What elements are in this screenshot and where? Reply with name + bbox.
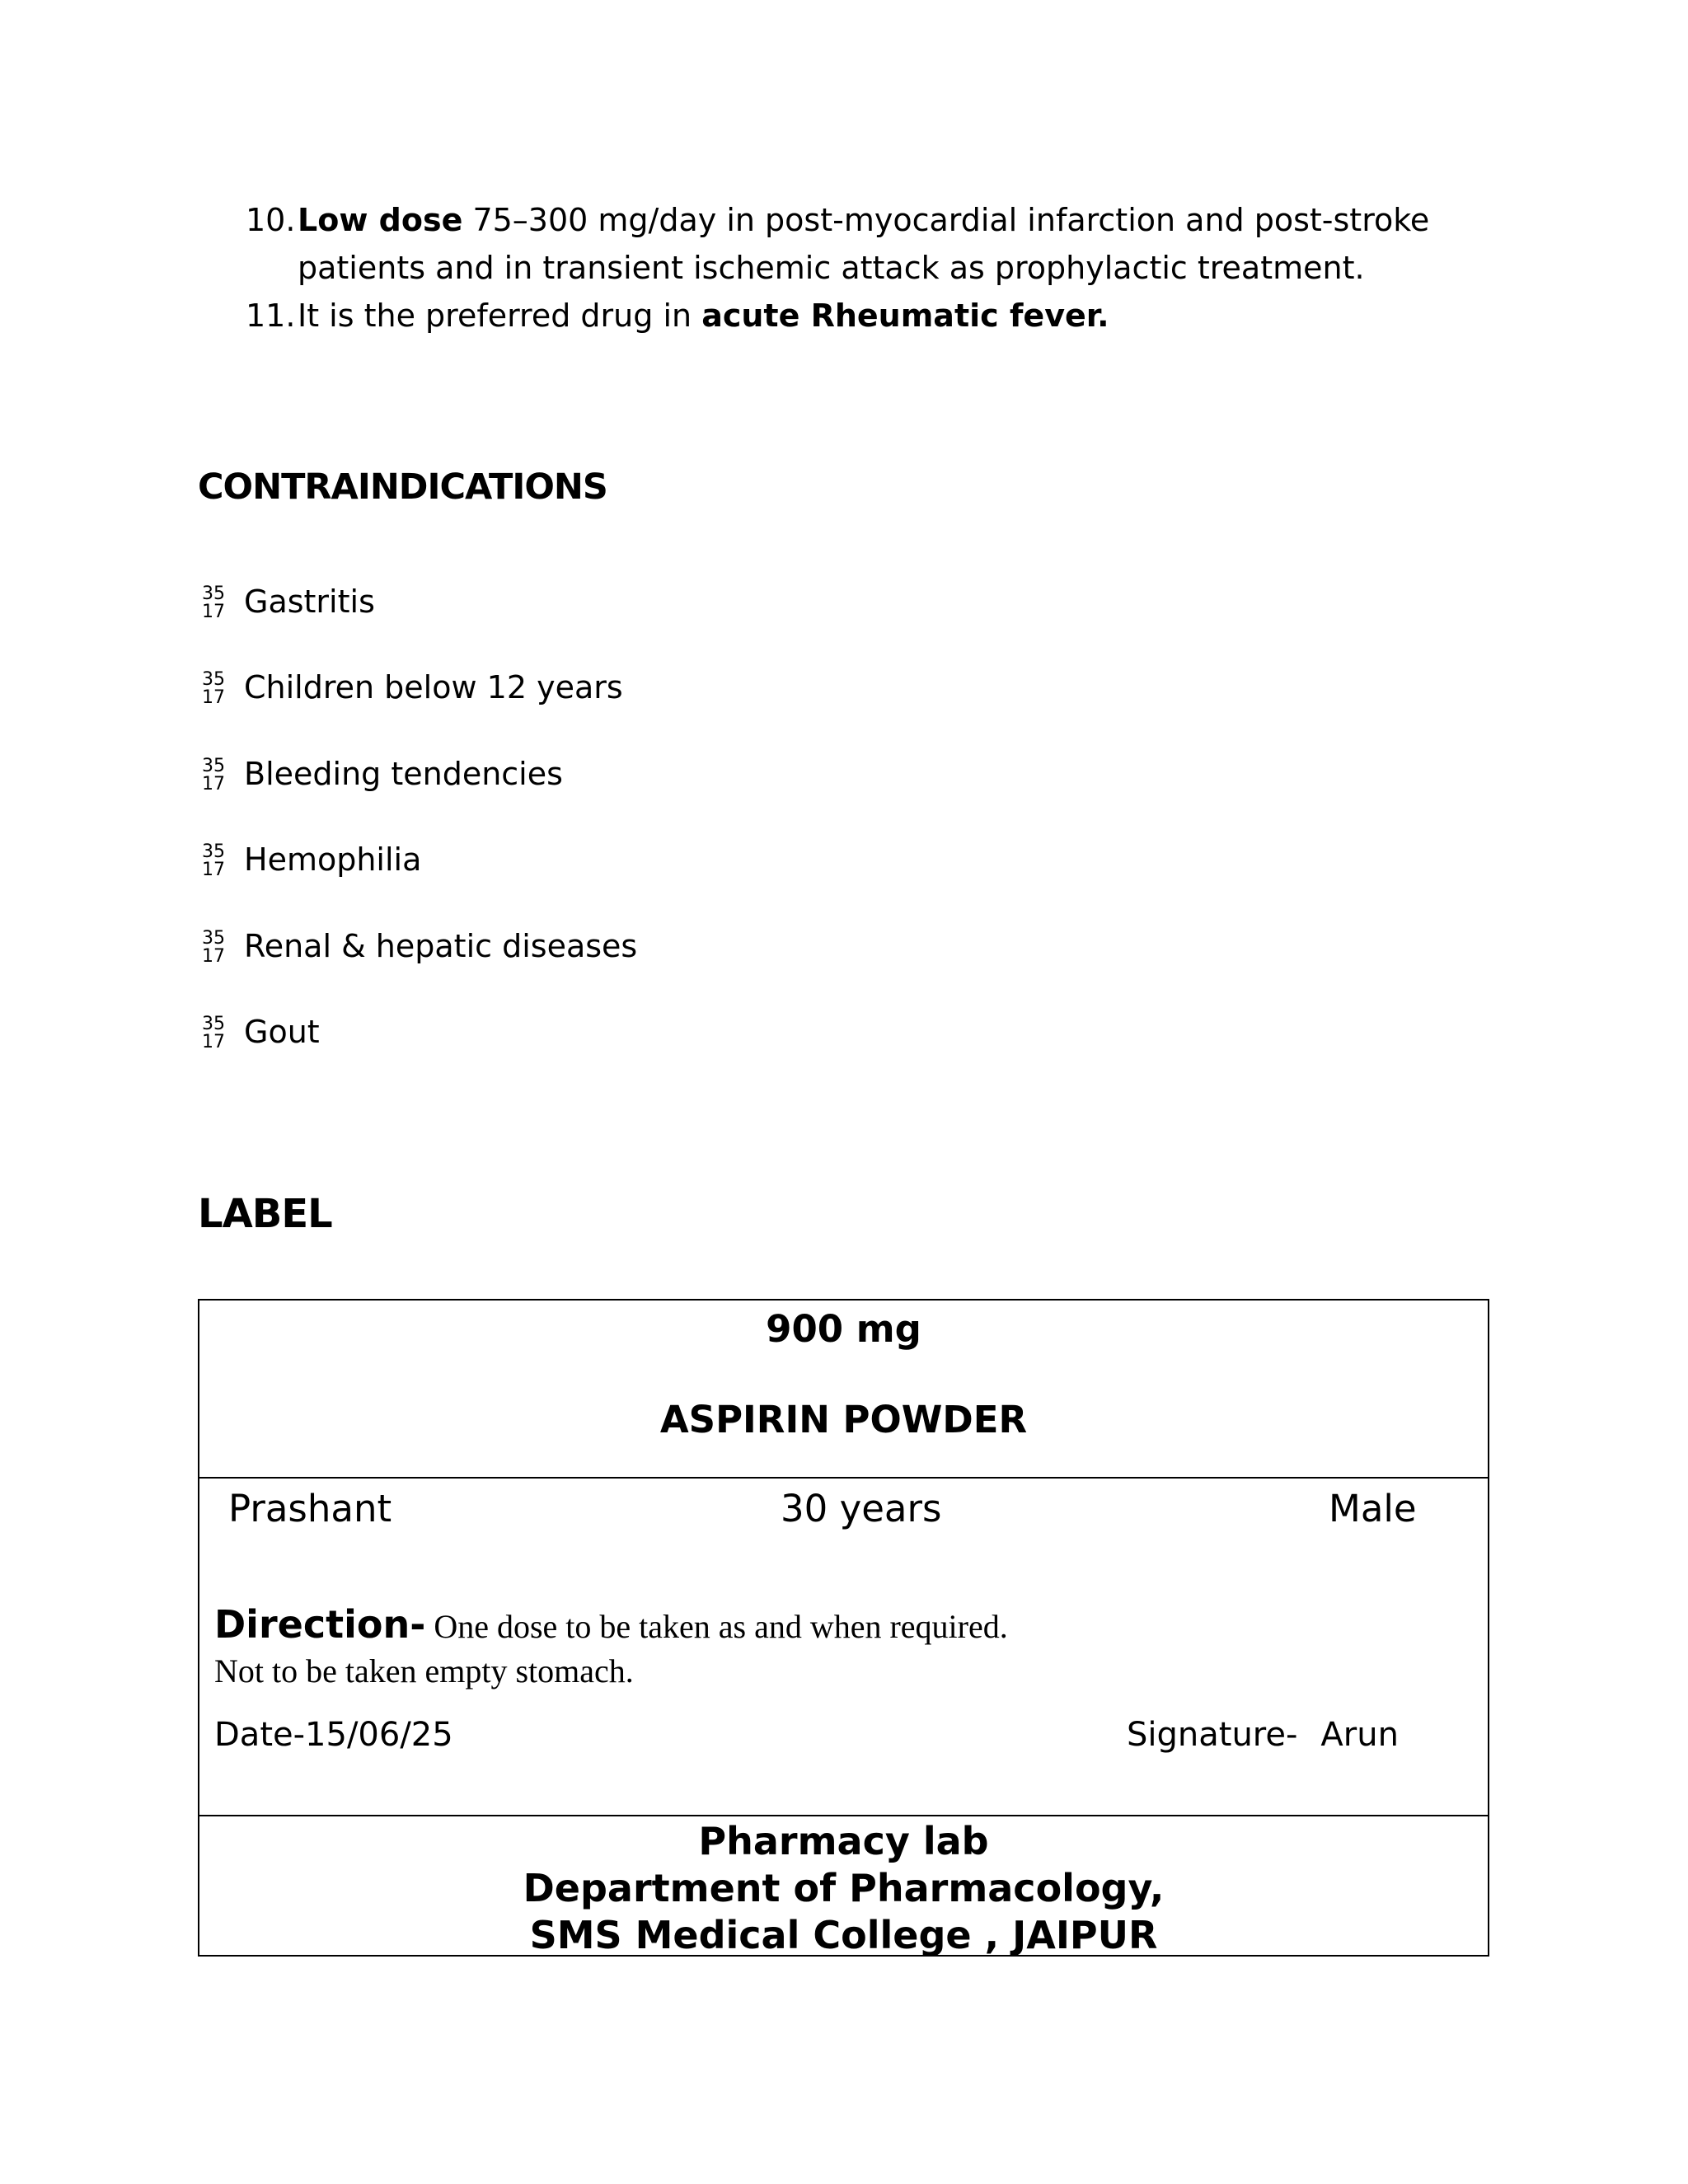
direction-text-2: Not to be taken empty stomach. [214, 1652, 634, 1690]
direction-label: Direction- [214, 1602, 426, 1647]
footer-lab-name: Pharmacy lab [698, 1819, 989, 1863]
direction-text: One dose to be taken as and when required. [425, 1608, 1008, 1645]
signature-block [1127, 1716, 1399, 1754]
signature-name: Arun [1320, 1716, 1399, 1754]
label-footer-section [199, 1816, 1488, 1957]
drug-strength: 900 mg [766, 1307, 921, 1351]
patient-age: 30 years [781, 1487, 942, 1530]
list-number: 10. [246, 202, 296, 238]
list-item-bold-tail: acute Rheumatic fever. [701, 298, 1109, 334]
bullet-glyph-icon: 35 17 [202, 755, 225, 794]
bullet-glyph-icon: 35 17 [202, 669, 225, 709]
list-item-text: It is the preferred drug in [298, 298, 702, 334]
label-heading: LABEL [198, 1191, 332, 1237]
contraindication-text: Children below 12 years [244, 669, 623, 706]
contraindication-text: Bleeding tendencies [244, 755, 563, 792]
list-item [246, 196, 1465, 292]
contraindication-text: Renal & hepatic diseases [244, 927, 638, 964]
list-item-bold-lead: Low dose [298, 202, 463, 238]
contraindications-heading: CONTRAINDICATIONS [198, 466, 607, 508]
bullet-glyph-icon: 35 17 [202, 841, 225, 881]
label-date: Date-15/06/25 [214, 1716, 453, 1754]
direction-block [214, 1602, 1451, 1694]
footer-department: Department of Pharmacology, [523, 1866, 1165, 1910]
contraindication-text: Hemophilia [244, 841, 422, 879]
list-item [246, 292, 1465, 340]
contraindication-text: Gastritis [244, 583, 375, 620]
signature-label: Signature- [1127, 1716, 1298, 1754]
prescription-label [198, 1299, 1489, 1957]
patient-name: Prashant [228, 1487, 392, 1530]
list-item-text: 75–300 mg/day in post-myocardial infarction and post-stroke patients and in transient ischemic attack as prophylactic treatment. [298, 202, 1430, 286]
product-name: ASPIRIN POWDER [659, 1398, 1028, 1441]
bullet-glyph-icon: 35 17 [202, 1013, 225, 1052]
footer-college: SMS Medical College , JAIPUR [529, 1913, 1158, 1957]
bullet-glyph-icon: 35 17 [202, 583, 225, 622]
label-product-section [199, 1301, 1488, 1479]
label-patient-section [199, 1479, 1488, 1816]
bullet-glyph-icon: 35 17 [202, 927, 225, 967]
contraindication-text: Gout [244, 1013, 320, 1050]
patient-sex: Male [1329, 1487, 1417, 1530]
list-number: 11. [246, 298, 296, 334]
uses-list [246, 196, 1465, 340]
